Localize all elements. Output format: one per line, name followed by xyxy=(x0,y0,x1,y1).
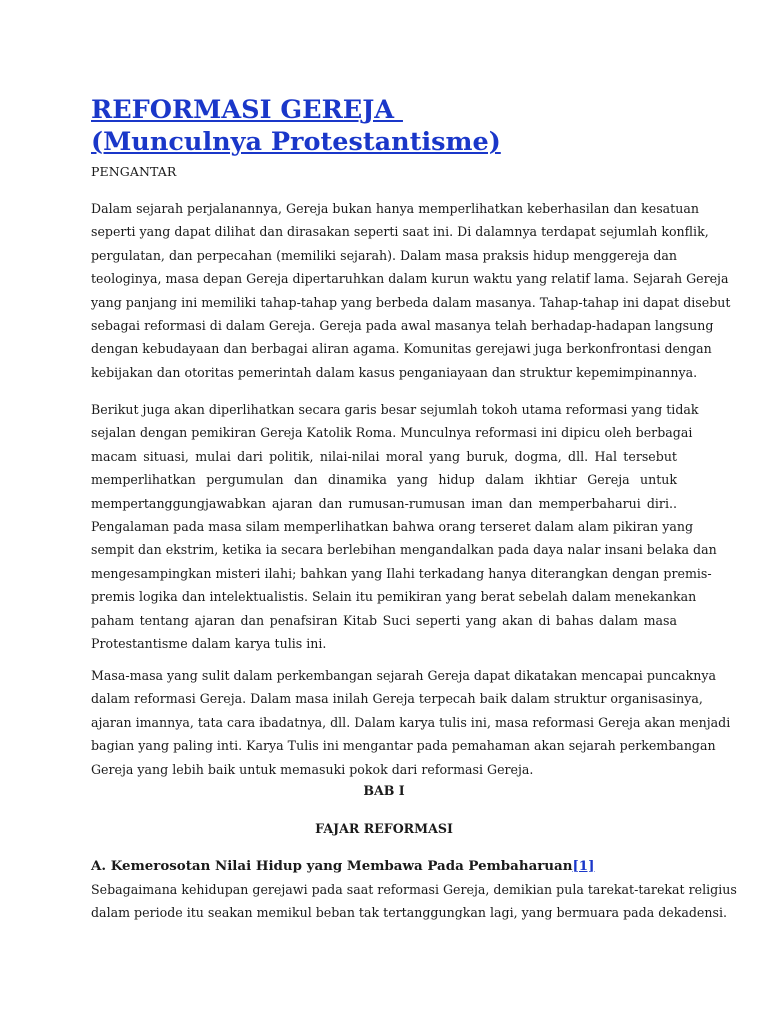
text-line: bagian yang paling inti. Karya Tulis ini mengantar pada pemahaman akan sejarah perkembangan xyxy=(91,738,716,754)
text-line: sejalan dengan pemikiran Gereja Katolik Roma. Munculnya reformasi ini dipicu oleh berbagai xyxy=(91,425,693,441)
text-line: memperlihatkan pergumulan dan dinamika yang hidup dalam ikhtiar Gereja untuk xyxy=(91,472,677,488)
paragraph-4 xyxy=(91,878,737,925)
chapter-title: FAJAR REFORMASI xyxy=(315,821,453,836)
text-line: Dalam sejarah perjalanannya, Gereja bukan hanya memperlihatkan keberhasilan dan kesatuan xyxy=(91,201,699,216)
document-title[interactable] xyxy=(91,94,691,158)
text-line: seperti yang dapat dilihat dan dirasakan seperti saat ini. Di dalamnya terdapat sejumlah konflik, xyxy=(91,224,709,240)
text-line: Sebagaimana kehidupan gerejawi pada saat reformasi Gereja, demikian pula tarekat-tarekat religius xyxy=(91,882,737,897)
section-heading-text: A. Kemerosotan Nilai Hidup yang Membawa Pada Pembaharuan xyxy=(91,858,573,874)
text-line: dalam reformasi Gereja. Dalam masa inilah Gereja terpecah baik dalam struktur organisasinya, xyxy=(91,691,703,707)
text-line: premis logika dan intelektualistis. Selain itu pemikiran yang berat sebelah dalam menekankan xyxy=(91,589,697,605)
section-heading xyxy=(91,858,594,874)
text-line: mempertanggungjawabkan ajaran dan rumusan-rumusan iman dan memperbaharui diri.. xyxy=(91,495,677,511)
text-line: Gereja yang lebih baik untuk memasuki pokok dari reformasi Gereja. xyxy=(91,761,534,777)
text-line: pergulatan, dan perpecahan (memiliki sejarah). Dalam masa praksis hidup menggereja dan xyxy=(91,247,677,263)
text-line: sempit dan ekstrim, ketika ia secara berlebihan mengandalkan pada daya nalar insani belaka dan xyxy=(91,542,717,558)
paragraph-1 xyxy=(91,197,731,384)
text-line: Masa-masa yang sulit dalam perkembangan sejarah Gereja dapat dikatakan mencapai puncaknya xyxy=(91,668,717,683)
text-line: dengan kebudayaan dan berbagai aliran agama. Komunitas gerejawi juga berkonfrontasi dengan xyxy=(91,341,712,357)
paragraph-2 xyxy=(91,398,717,655)
footnote-link[interactable]: [1] xyxy=(572,858,595,874)
text-line: paham tentang ajaran dan penafsiran Kitab Suci seperti yang akan di bahas dalam masa xyxy=(91,612,677,628)
text-line: dalam periode itu seakan memikul beban tak tertanggungkan lagi, yang bermuara pada dekadensi. xyxy=(91,905,727,921)
text-line: mengesampingkan misteri ilahi; bahkan yang Ilahi terkadang hanya diterangkan dengan premis- xyxy=(91,565,712,581)
text-line: Berikut juga akan diperlihatkan secara garis besar sejumlah tokoh utama reformasi yang tidak xyxy=(91,402,699,417)
text-line: teologinya, masa depan Gereja dipertaruhkan dalam kurun waktu yang relatif lama. Sejarah Gereja xyxy=(91,271,729,287)
paragraph-3 xyxy=(91,664,731,781)
text-line: Pengalaman pada masa silam memperlihatkan bahwa orang terseret dalam alam pikiran yang xyxy=(91,519,694,535)
text-line: sebagai reformasi di dalam Gereja. Gereja pada awal masanya telah berhadap-hadapan langsung xyxy=(91,318,714,334)
intro-heading: PENGANTAR xyxy=(91,164,177,179)
text-line: ajaran imannya, tata cara ibadatnya, dll. Dalam karya tulis ini, masa reformasi Gereja akan menjadi xyxy=(91,714,731,730)
title-line-2[interactable]: (Munculnya Protestantisme) xyxy=(91,127,501,157)
text-line: yang panjang ini memiliki tahap-tahap yang berbeda dalam masanya. Tahap-tahap ini dapat disebut xyxy=(91,294,731,310)
text-line: kebijakan dan otoritas pemerintah dalam kasus penganiayaan dan struktur kepemimpinannya. xyxy=(91,364,698,380)
title-line-1[interactable]: REFORMASI GEREJA xyxy=(91,95,403,125)
chapter-label: BAB I xyxy=(363,783,405,798)
text-line: Protestantisme dalam karya tulis ini. xyxy=(91,636,327,652)
text-line: macam situasi, mulai dari politik, nilai-nilai moral yang buruk, dogma, dll. Hal tersebut xyxy=(91,448,677,464)
